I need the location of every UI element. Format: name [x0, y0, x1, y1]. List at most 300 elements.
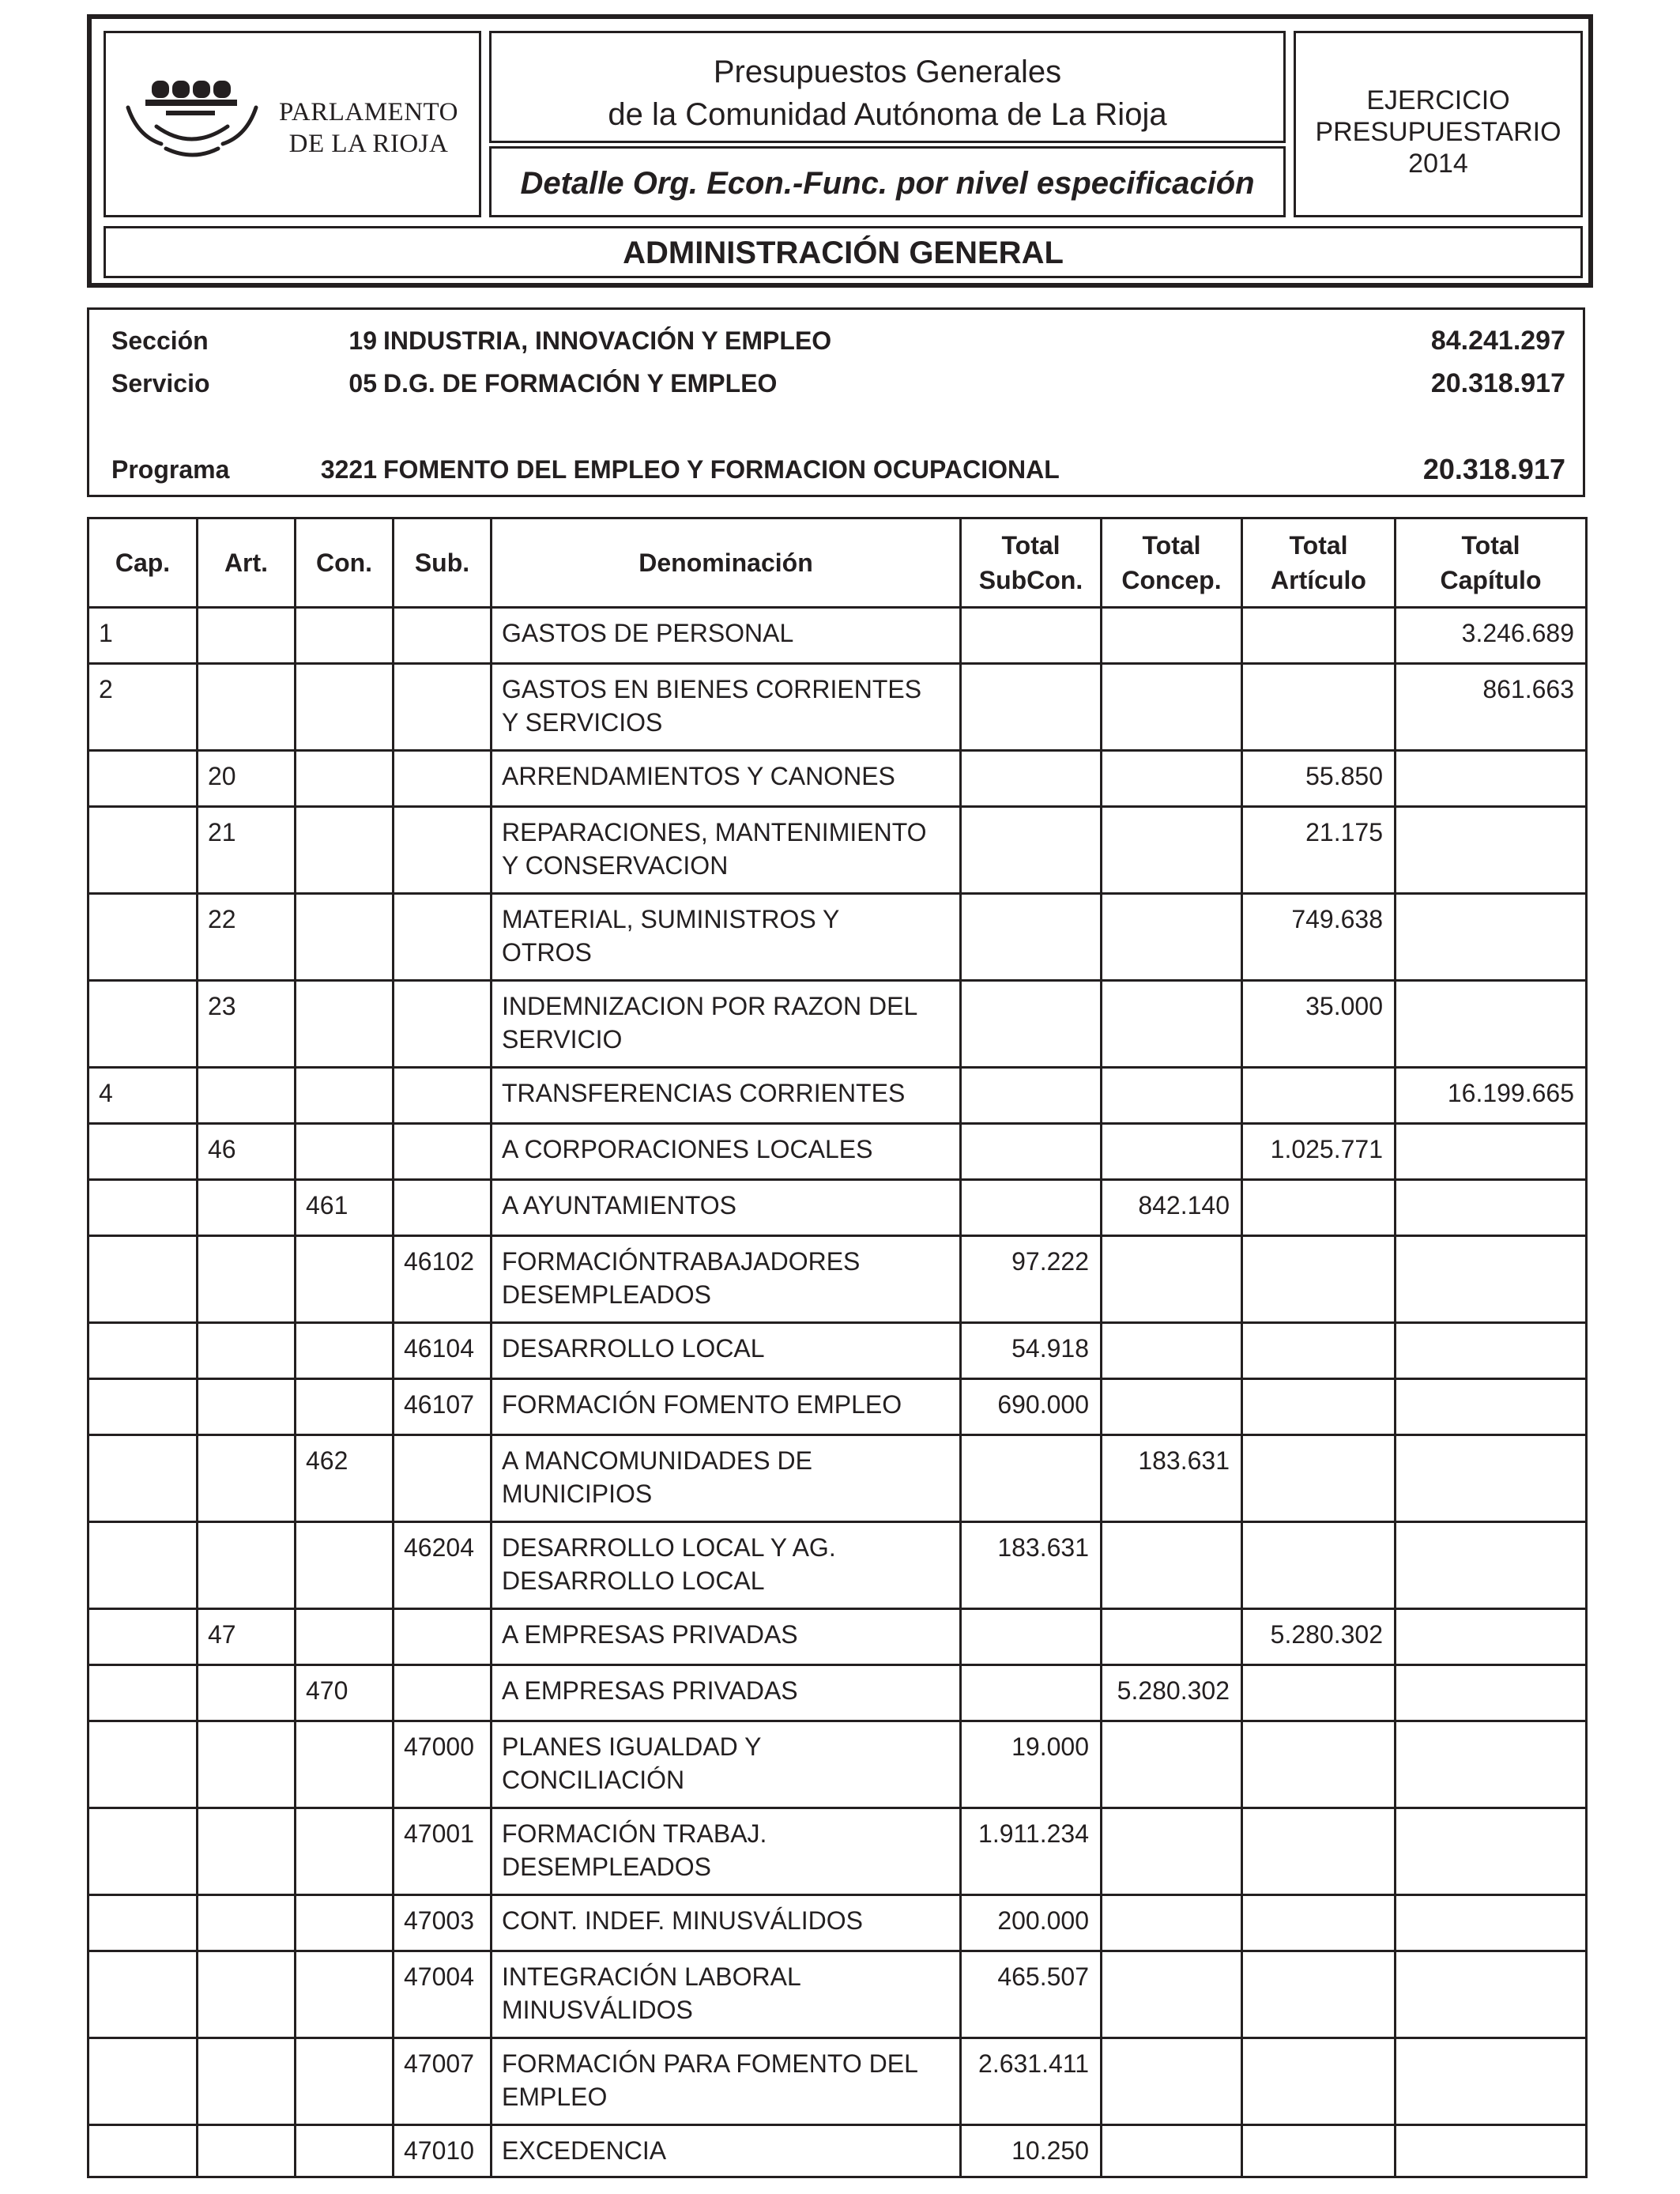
header-total-subcon	[961, 518, 1102, 608]
document-header	[87, 14, 1593, 288]
sub-cell	[394, 807, 492, 894]
denominacion-cell	[492, 1435, 961, 1522]
cap-cell: 2	[89, 664, 198, 751]
total-subcon-cell: 1.911.234	[961, 1808, 1102, 1895]
total-articulo-cell	[1242, 1808, 1396, 1895]
cap-cell	[89, 1895, 198, 1951]
art-cell	[198, 1721, 296, 1808]
denominacion-cell	[492, 1180, 961, 1236]
denominacion-line1: PLANES IGUALDAD Y	[502, 1732, 762, 1761]
parliament-logo	[122, 73, 272, 168]
total-articulo-cell	[1242, 1522, 1396, 1609]
total-subcon-cell	[961, 1124, 1102, 1180]
art-cell: 46	[198, 1124, 296, 1180]
total-concep-cell	[1102, 807, 1242, 894]
total-capitulo-cell: 861.663	[1396, 664, 1587, 751]
denominacion-cell	[492, 1323, 961, 1379]
con-cell: 470	[296, 1665, 394, 1721]
con-cell	[296, 2125, 394, 2177]
total-capitulo-cell	[1396, 981, 1587, 1068]
cap-cell	[89, 1522, 198, 1609]
total-capitulo-cell: 3.246.689	[1396, 608, 1587, 664]
denominacion-line2: DESEMPLEADOS	[502, 1280, 711, 1309]
total-capitulo-cell	[1396, 1609, 1587, 1665]
total-capitulo-cell	[1396, 807, 1587, 894]
total-articulo-cell	[1242, 1323, 1396, 1379]
header-cap: Cap.	[89, 518, 198, 608]
total-capitulo-cell	[1396, 1808, 1587, 1895]
sub-cell: 47007	[394, 2038, 492, 2125]
total-capitulo-cell	[1396, 2038, 1587, 2125]
total-subcon-cell	[961, 1180, 1102, 1236]
denominacion-line1: EXCEDENCIA	[502, 2136, 667, 2165]
denominacion-line1: A CORPORACIONES LOCALES	[502, 1135, 873, 1163]
header-total-capitulo-line1: Total	[1461, 531, 1520, 560]
denominacion-line1: A MANCOMUNIDADES DE	[502, 1446, 812, 1475]
total-capitulo-cell	[1396, 1124, 1587, 1180]
sub-cell: 47000	[394, 1721, 492, 1808]
total-capitulo-cell	[1396, 1180, 1587, 1236]
con-cell	[296, 1236, 394, 1323]
total-articulo-cell	[1242, 1379, 1396, 1435]
denominacion-line1: GASTOS EN BIENES CORRIENTES	[502, 675, 922, 703]
total-articulo-cell: 55.850	[1242, 751, 1396, 807]
sub-cell	[394, 1435, 492, 1522]
subtitle-box	[489, 146, 1286, 217]
table-body	[89, 608, 1587, 2177]
table-row	[89, 1180, 1587, 1236]
cap-cell	[89, 981, 198, 1068]
denominacion-cell	[492, 1068, 961, 1124]
denominacion-line2: Y CONSERVACION	[502, 851, 729, 880]
table-row	[89, 1435, 1587, 1522]
total-concep-cell	[1102, 1895, 1242, 1951]
total-concep-cell	[1102, 664, 1242, 751]
total-subcon-cell	[961, 1609, 1102, 1665]
header-total-concep-line1: Total	[1142, 531, 1201, 560]
total-concep-cell	[1102, 1609, 1242, 1665]
header-total-articulo-line2: Artículo	[1271, 566, 1366, 594]
total-concep-cell	[1102, 1124, 1242, 1180]
total-articulo-cell	[1242, 1236, 1396, 1323]
programa-amount: 20.318.917	[1422, 453, 1565, 485]
cap-cell	[89, 1379, 198, 1435]
art-cell	[198, 1379, 296, 1435]
header-total-concep-line2: Concep.	[1121, 566, 1222, 594]
header-total-articulo	[1242, 518, 1396, 608]
total-capitulo-cell	[1396, 1951, 1587, 2038]
title-box	[489, 31, 1286, 143]
denominacion-cell	[492, 608, 961, 664]
cap-cell	[89, 1124, 198, 1180]
denominacion-line1: MATERIAL, SUMINISTROS Y	[502, 905, 840, 933]
cap-cell	[89, 1665, 198, 1721]
total-articulo-cell: 749.638	[1242, 894, 1396, 981]
sub-cell: 46102	[394, 1236, 492, 1323]
institution-box	[104, 31, 481, 217]
denominacion-cell	[492, 2038, 961, 2125]
sub-cell: 46204	[394, 1522, 492, 1609]
denominacion-cell	[492, 981, 961, 1068]
total-capitulo-cell	[1396, 1721, 1587, 1808]
total-capitulo-cell	[1396, 1895, 1587, 1951]
sub-cell	[394, 894, 492, 981]
institution-name-line2: DE LA RIOJA	[288, 130, 449, 158]
total-capitulo-cell	[1396, 2125, 1587, 2177]
denominacion-cell	[492, 1124, 961, 1180]
servicio-name: D.G. DE FORMACIÓN Y EMPLEO	[383, 369, 778, 398]
denominacion-line2: SERVICIO	[502, 1025, 623, 1054]
institution-name-line1: PARLAMENTO	[279, 98, 458, 126]
total-articulo-cell	[1242, 1665, 1396, 1721]
seccion-label: Sección	[111, 326, 209, 355]
con-cell	[296, 981, 394, 1068]
table-row	[89, 608, 1587, 664]
con-cell	[296, 1379, 394, 1435]
seccion-amount: 84.241.297	[1430, 326, 1565, 356]
programa-name: FOMENTO DEL EMPLEO Y FORMACION OCUPACIONAL	[383, 455, 1060, 484]
cap-cell	[89, 1721, 198, 1808]
art-cell	[198, 1236, 296, 1323]
cap-cell	[89, 751, 198, 807]
art-cell	[198, 1180, 296, 1236]
denominacion-cell	[492, 1808, 961, 1895]
total-concep-cell	[1102, 2038, 1242, 2125]
table-row	[89, 1522, 1587, 1609]
con-cell	[296, 664, 394, 751]
table-row	[89, 664, 1587, 751]
con-cell	[296, 1721, 394, 1808]
art-cell	[198, 1522, 296, 1609]
denominacion-line2: MUNICIPIOS	[502, 1480, 653, 1508]
seccion-row	[89, 322, 1583, 359]
denominacion-cell	[492, 807, 961, 894]
total-concep-cell: 183.631	[1102, 1435, 1242, 1522]
document-subtitle: Detalle Org. Econ.-Func. por nivel especificación	[520, 166, 1255, 201]
art-cell	[198, 1665, 296, 1721]
total-capitulo-cell: 16.199.665	[1396, 1068, 1587, 1124]
denominacion-line2: DESARROLLO LOCAL	[502, 1566, 765, 1595]
art-cell	[198, 1068, 296, 1124]
sub-cell: 47003	[394, 1895, 492, 1951]
denominacion-line1: FORMACIÓN FOMENTO EMPLEO	[502, 1390, 902, 1419]
con-cell: 462	[296, 1435, 394, 1522]
denominacion-line2: DESEMPLEADOS	[502, 1853, 711, 1881]
total-subcon-cell: 690.000	[961, 1379, 1102, 1435]
total-subcon-cell	[961, 894, 1102, 981]
art-cell	[198, 1951, 296, 2038]
con-cell	[296, 608, 394, 664]
total-subcon-cell	[961, 1665, 1102, 1721]
total-concep-cell	[1102, 981, 1242, 1068]
total-subcon-cell	[961, 1068, 1102, 1124]
denominacion-cell	[492, 1721, 961, 1808]
art-cell: 23	[198, 981, 296, 1068]
header-total-subcon-line2: SubCon.	[978, 566, 1083, 594]
table-row	[89, 2038, 1587, 2125]
total-capitulo-cell	[1396, 894, 1587, 981]
denominacion-line1: FORMACIÓN TRABAJ.	[502, 1819, 767, 1848]
denominacion-cell	[492, 1236, 961, 1323]
denominacion-cell	[492, 664, 961, 751]
con-cell	[296, 894, 394, 981]
denominacion-line1: INDEMNIZACION POR RAZON DEL	[502, 992, 918, 1020]
table-row	[89, 1124, 1587, 1180]
total-capitulo-cell	[1396, 1323, 1587, 1379]
cap-cell	[89, 807, 198, 894]
total-capitulo-cell	[1396, 751, 1587, 807]
total-articulo-cell	[1242, 1951, 1396, 2038]
header-total-concep	[1102, 518, 1242, 608]
denominacion-cell	[492, 1609, 961, 1665]
denominacion-cell	[492, 1522, 961, 1609]
seccion-code: 19	[348, 326, 377, 355]
art-cell: 20	[198, 751, 296, 807]
table-row	[89, 807, 1587, 894]
admin-title: ADMINISTRACIÓN GENERAL	[623, 236, 1064, 270]
denominacion-line1: DESARROLLO LOCAL Y AG.	[502, 1533, 836, 1562]
programa-label: Programa	[111, 455, 230, 484]
total-concep-cell	[1102, 1808, 1242, 1895]
art-cell: 47	[198, 1609, 296, 1665]
art-cell	[198, 1808, 296, 1895]
denominacion-cell	[492, 2125, 961, 2177]
document-title-line2: de la Comunidad Autónoma de La Rioja	[608, 97, 1167, 132]
total-articulo-cell: 5.280.302	[1242, 1609, 1396, 1665]
section-summary	[87, 307, 1585, 497]
programa-row	[89, 451, 1583, 488]
denominacion-line1: FORMACIÓNTRABAJADORES	[502, 1247, 861, 1276]
servicio-label: Servicio	[111, 369, 210, 398]
total-articulo-cell	[1242, 1895, 1396, 1951]
total-concep-cell	[1102, 1379, 1242, 1435]
sub-cell	[394, 664, 492, 751]
sub-cell: 46104	[394, 1323, 492, 1379]
sub-cell	[394, 751, 492, 807]
exercise-label-line2: PRESUPUESTARIO	[1315, 117, 1561, 147]
table-row	[89, 1895, 1587, 1951]
art-cell: 21	[198, 807, 296, 894]
denominacion-line1: GASTOS DE PERSONAL	[502, 619, 794, 647]
denominacion-cell	[492, 1665, 961, 1721]
table-header-row	[89, 518, 1587, 608]
table-row	[89, 1951, 1587, 2038]
sub-cell: 46107	[394, 1379, 492, 1435]
total-articulo-cell	[1242, 2038, 1396, 2125]
exercise-label-line1: EJERCICIO	[1366, 85, 1510, 115]
total-concep-cell: 842.140	[1102, 1180, 1242, 1236]
denominacion-line1: A AYUNTAMIENTOS	[502, 1191, 736, 1220]
art-cell	[198, 2125, 296, 2177]
con-cell	[296, 751, 394, 807]
header-total-capitulo	[1396, 518, 1587, 608]
con-cell	[296, 1323, 394, 1379]
con-cell	[296, 807, 394, 894]
total-articulo-cell	[1242, 608, 1396, 664]
sub-cell	[394, 1180, 492, 1236]
header-sub: Sub.	[394, 518, 492, 608]
table-row	[89, 1808, 1587, 1895]
total-subcon-cell: 19.000	[961, 1721, 1102, 1808]
exercise-box	[1294, 31, 1583, 217]
total-capitulo-cell	[1396, 1665, 1587, 1721]
total-subcon-cell	[961, 751, 1102, 807]
table-row	[89, 1609, 1587, 1665]
seccion-name: INDUSTRIA, INNOVACIÓN Y EMPLEO	[383, 326, 832, 355]
denominacion-line1: ARRENDAMIENTOS Y CANONES	[502, 762, 895, 790]
table-row	[89, 1665, 1587, 1721]
exercise-year: 2014	[1408, 149, 1468, 179]
table-row	[89, 1721, 1587, 1808]
table-row	[89, 1068, 1587, 1124]
admin-box	[104, 226, 1583, 278]
art-cell	[198, 2038, 296, 2125]
total-subcon-cell	[961, 807, 1102, 894]
table-row	[89, 1236, 1587, 1323]
total-capitulo-cell	[1396, 1522, 1587, 1609]
art-cell: 22	[198, 894, 296, 981]
total-subcon-cell: 97.222	[961, 1236, 1102, 1323]
total-concep-cell	[1102, 608, 1242, 664]
total-concep-cell	[1102, 1951, 1242, 2038]
header-total-articulo-line1: Total	[1289, 531, 1348, 560]
sub-cell	[394, 1665, 492, 1721]
total-subcon-cell: 200.000	[961, 1895, 1102, 1951]
total-concep-cell	[1102, 1323, 1242, 1379]
total-subcon-cell	[961, 981, 1102, 1068]
cap-cell	[89, 2038, 198, 2125]
art-cell	[198, 608, 296, 664]
cap-cell: 1	[89, 608, 198, 664]
total-subcon-cell	[961, 664, 1102, 751]
denominacion-cell	[492, 1895, 961, 1951]
total-concep-cell	[1102, 894, 1242, 981]
total-articulo-cell	[1242, 1180, 1396, 1236]
cap-cell	[89, 1236, 198, 1323]
denominacion-cell	[492, 1951, 961, 2038]
programa-code: 3221	[320, 455, 377, 484]
total-concep-cell	[1102, 2125, 1242, 2177]
total-concep-cell	[1102, 751, 1242, 807]
servicio-row	[89, 365, 1583, 401]
con-cell	[296, 1808, 394, 1895]
denominacion-line2: EMPLEO	[502, 2083, 608, 2111]
servicio-code: 05	[348, 369, 377, 398]
denominacion-line1: A EMPRESAS PRIVADAS	[502, 1620, 798, 1649]
table-row	[89, 1323, 1587, 1379]
table-row	[89, 894, 1587, 981]
denominacion-line1: DESARROLLO LOCAL	[502, 1334, 765, 1363]
sub-cell	[394, 1068, 492, 1124]
total-articulo-cell: 21.175	[1242, 807, 1396, 894]
table-row	[89, 981, 1587, 1068]
denominacion-line1: INTEGRACIÓN LABORAL	[502, 1962, 801, 1991]
con-cell	[296, 2038, 394, 2125]
total-subcon-cell: 465.507	[961, 1951, 1102, 2038]
document-title-line1: Presupuestos Generales	[713, 55, 1062, 89]
header-con: Con.	[296, 518, 394, 608]
cap-cell	[89, 1435, 198, 1522]
table-row	[89, 751, 1587, 807]
sub-cell	[394, 981, 492, 1068]
total-concep-cell	[1102, 1721, 1242, 1808]
total-concep-cell	[1102, 1522, 1242, 1609]
cap-cell	[89, 1323, 198, 1379]
total-capitulo-cell	[1396, 1379, 1587, 1435]
cap-cell	[89, 1609, 198, 1665]
con-cell	[296, 1895, 394, 1951]
denominacion-cell	[492, 751, 961, 807]
cap-cell	[89, 1808, 198, 1895]
total-subcon-cell: 183.631	[961, 1522, 1102, 1609]
art-cell	[198, 664, 296, 751]
budget-detail-table	[87, 517, 1588, 2178]
servicio-amount: 20.318.917	[1430, 368, 1565, 398]
art-cell	[198, 1435, 296, 1522]
total-articulo-cell: 1.025.771	[1242, 1124, 1396, 1180]
sub-cell: 47001	[394, 1808, 492, 1895]
total-articulo-cell	[1242, 2125, 1396, 2177]
con-cell	[296, 1124, 394, 1180]
total-subcon-cell: 10.250	[961, 2125, 1102, 2177]
total-capitulo-cell	[1396, 1435, 1587, 1522]
header-total-capitulo-line2: Capítulo	[1440, 566, 1542, 594]
cap-cell	[89, 894, 198, 981]
denominacion-line1: A EMPRESAS PRIVADAS	[502, 1676, 798, 1705]
cap-cell	[89, 1951, 198, 2038]
cap-cell	[89, 1180, 198, 1236]
denominacion-line1: REPARACIONES, MANTENIMIENTO	[502, 818, 927, 846]
total-articulo-cell	[1242, 1435, 1396, 1522]
header-denominacion: Denominación	[492, 518, 961, 608]
total-subcon-cell: 54.918	[961, 1323, 1102, 1379]
denominacion-cell	[492, 894, 961, 981]
total-subcon-cell: 2.631.411	[961, 2038, 1102, 2125]
sub-cell: 47010	[394, 2125, 492, 2177]
denominacion-line1: TRANSFERENCIAS CORRIENTES	[502, 1079, 906, 1107]
cap-cell: 4	[89, 1068, 198, 1124]
sub-cell: 47004	[394, 1951, 492, 2038]
denominacion-line1: CONT. INDEF. MINUSVÁLIDOS	[502, 1906, 863, 1935]
sub-cell	[394, 1124, 492, 1180]
total-concep-cell: 5.280.302	[1102, 1665, 1242, 1721]
con-cell: 461	[296, 1180, 394, 1236]
total-concep-cell	[1102, 1068, 1242, 1124]
total-subcon-cell	[961, 1435, 1102, 1522]
denominacion-cell	[492, 1379, 961, 1435]
con-cell	[296, 1068, 394, 1124]
con-cell	[296, 1609, 394, 1665]
con-cell	[296, 1951, 394, 2038]
denominacion-line2: CONCILIACIÓN	[502, 1766, 685, 1794]
total-articulo-cell: 35.000	[1242, 981, 1396, 1068]
total-capitulo-cell	[1396, 1236, 1587, 1323]
sub-cell	[394, 1609, 492, 1665]
header-art: Art.	[198, 518, 296, 608]
total-concep-cell	[1102, 1236, 1242, 1323]
denominacion-line1: FORMACIÓN PARA FOMENTO DEL	[502, 2049, 918, 2078]
table-row	[89, 2125, 1587, 2177]
table-row	[89, 1379, 1587, 1435]
denominacion-line2: MINUSVÁLIDOS	[502, 1996, 693, 2024]
denominacion-line2: OTROS	[502, 938, 592, 967]
art-cell	[198, 1895, 296, 1951]
art-cell	[198, 1323, 296, 1379]
sub-cell	[394, 608, 492, 664]
total-articulo-cell	[1242, 664, 1396, 751]
con-cell	[296, 1522, 394, 1609]
total-articulo-cell	[1242, 1068, 1396, 1124]
